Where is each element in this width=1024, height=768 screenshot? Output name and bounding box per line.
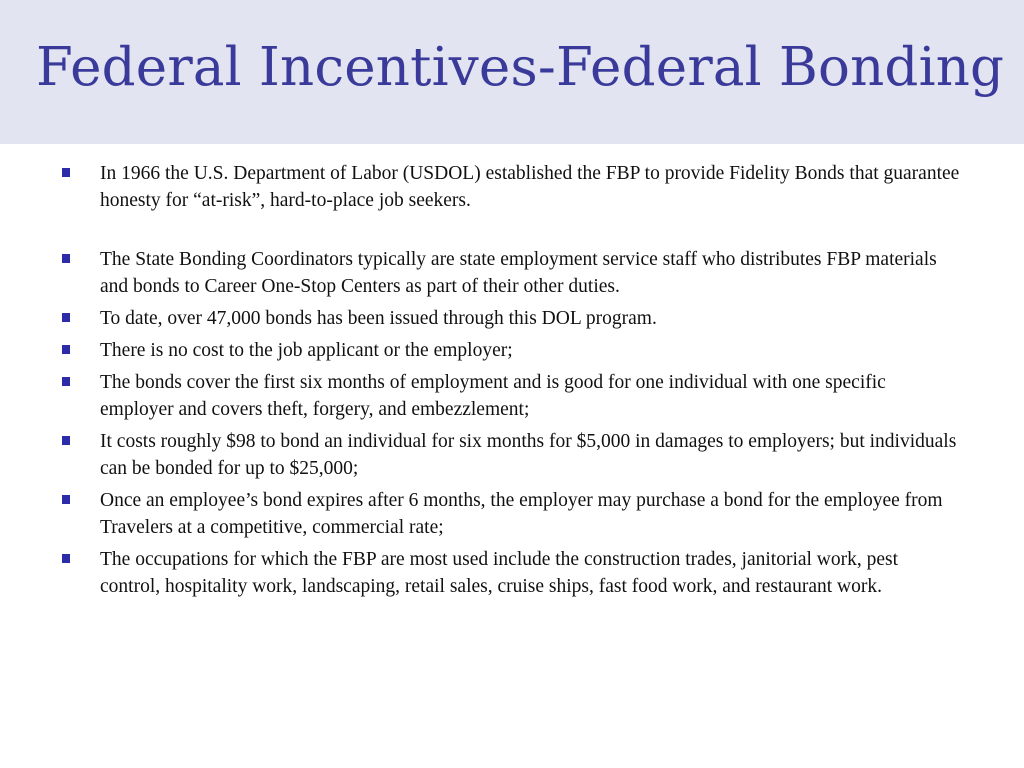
bullet-item bbox=[62, 487, 962, 541]
square-bullet-icon bbox=[62, 495, 70, 504]
title-band bbox=[0, 0, 1024, 144]
square-bullet-icon bbox=[62, 254, 70, 263]
bullet-text: The State Bonding Coordinators typically are state employment service staff who distributes FBP materials and bonds to Career One-Stop Centers as part of their other duties. bbox=[100, 249, 937, 297]
bullet-text: In 1966 the U.S. Department of Labor (USDOL) established the FBP to provide Fidelity Bonds that guarantee honesty for “at-risk”, hard-to-place job seekers. bbox=[100, 163, 960, 211]
bullet-item bbox=[62, 369, 962, 423]
bullet-text: There is no cost to the job applicant or the employer; bbox=[100, 340, 513, 361]
bullet-text: The occupations for which the FBP are most used include the construction trades, janitorial work, pest control, hospitality work, landscaping, retail sales, cruise ships, fast food work, and restaurant work. bbox=[100, 549, 899, 597]
square-bullet-icon bbox=[62, 168, 70, 177]
bullet-text: It costs roughly $98 to bond an individual for six months for $5,000 in damages to employers; but individuals can be bonded for up to $25,000; bbox=[100, 431, 957, 479]
square-bullet-icon bbox=[62, 436, 70, 445]
slide-title: Federal Incentives-Federal Bonding bbox=[36, 37, 1005, 98]
square-bullet-icon bbox=[62, 313, 70, 322]
bullet-text: Once an employee’s bond expires after 6 months, the employer may purchase a bond for the employee from Travelers at a competitive, commercial rate; bbox=[100, 490, 943, 538]
bullet-text: To date, over 47,000 bonds has been issued through this DOL program. bbox=[100, 308, 657, 329]
square-bullet-icon bbox=[62, 377, 70, 386]
square-bullet-icon bbox=[62, 345, 70, 354]
bullet-item bbox=[62, 337, 962, 364]
bullet-item bbox=[62, 305, 962, 332]
bullet-list bbox=[62, 160, 962, 605]
bullet-item bbox=[62, 246, 962, 300]
square-bullet-icon bbox=[62, 554, 70, 563]
bullet-item bbox=[62, 546, 962, 600]
bullet-item bbox=[62, 160, 962, 214]
bullet-text: The bonds cover the first six months of employment and is good for one individual with one specific employer and covers theft, forgery, and embezzlement; bbox=[100, 372, 886, 420]
bullet-item bbox=[62, 428, 962, 482]
